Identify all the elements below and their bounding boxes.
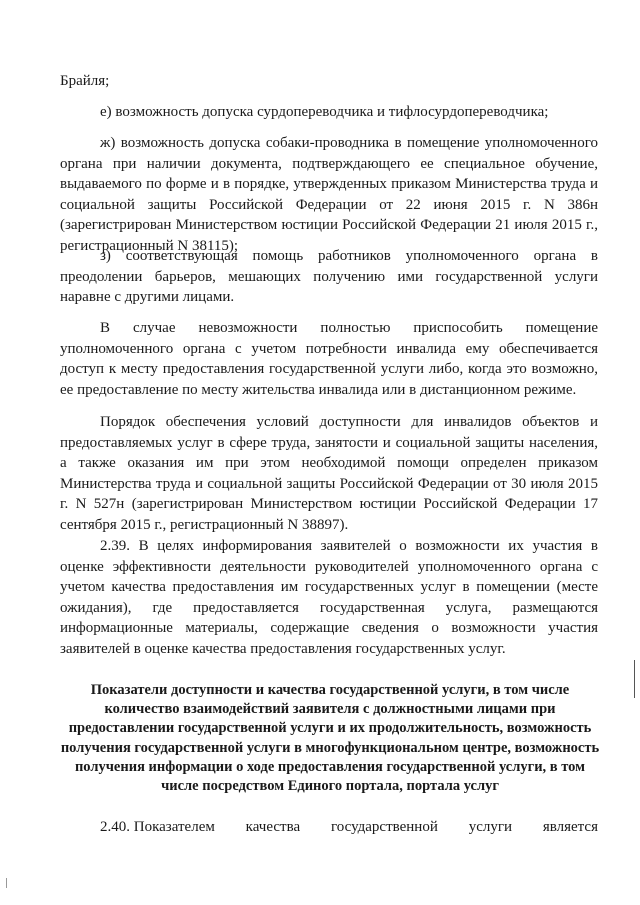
paragraph-procedure: Порядок обеспечения условий доступности для инвалидов объектов и предоставляемых услуг в сфере труда, занятости и социальной защиты населения, а также оказания им при этом необходимой помощи определен приказом Министерства труда и социальной защиты Российской Федерации от 30 июля 2015 г. N 527н (зарегистрирован Министерством юстиции Российской Федерации 17 сентября 2015 г., регистрационный N 38897). bbox=[60, 414, 598, 533]
paragraph-braille: Брайля; bbox=[60, 73, 110, 89]
paragraph-2-40-first-line bbox=[60, 817, 598, 839]
section-heading: Показатели доступности и качества государственной услуги, в том числе количество взаимодействий заявителя с должностными лицами при предоставлении государственной услуги и их продолжительность, возможность получения государственной услуги в многофункциональном центре, возможность получения информации о ходе предоставления государственной услуги, в том числе посредством Единого портала, портала услуг bbox=[60, 682, 600, 795]
scan-artifact-mark bbox=[6, 878, 7, 888]
paragraph-item-z: з) соответствующая помощь работников уполномоченного органа в преодолении барьеров, мешающих получению ими государственной услуги наравне с другими лицами. bbox=[60, 248, 598, 305]
paragraph-2-39: 2.39. В целях информирования заявителей о возможности их участия в оценке эффективности деятельности руководителей уполномоченного органа с учетом качества предоставления им государственных услуг в помещении (месте ожидания), где предоставляется государственная услуга, размещаются информационные материалы, содержащие сведения о возможности участия заявителей в оценке качества предоставления государственных услуг. bbox=[60, 538, 598, 657]
word: качества bbox=[245, 819, 301, 835]
word: 2.40. Показателем bbox=[100, 819, 215, 835]
paragraph-item-e: е) возможность допуска сурдопереводчика и тифлосурдопереводчика; bbox=[100, 104, 549, 120]
paragraph-case-impossibility: В случае невозможности полностью приспособить помещение уполномоченного органа с учетом потребности инвалида ему обеспечивается доступ к месту предоставления государственной услуги либо, когда это возможно, ее предоставление по месту жительства инвалида или в дистанционном режиме. bbox=[60, 320, 598, 398]
scan-artifact-mark bbox=[634, 660, 635, 698]
word: услуги bbox=[468, 819, 513, 835]
paragraph-item-zh: ж) возможность допуска собаки-проводника в помещение уполномоченного органа при наличии документа, подтверждающего ее специальное обучение, выдаваемого по форме и в порядке, утвержденных приказом Министерства труда и социальной защиты Российской Федерации от 22 июня 2015 г. N 386н (зарегистрирован Министерством юстиции Российской Федерации 21 июля 2015 г., регистрационный N 38115); bbox=[60, 135, 598, 254]
word: государственной bbox=[330, 819, 438, 835]
word: является bbox=[542, 819, 598, 835]
